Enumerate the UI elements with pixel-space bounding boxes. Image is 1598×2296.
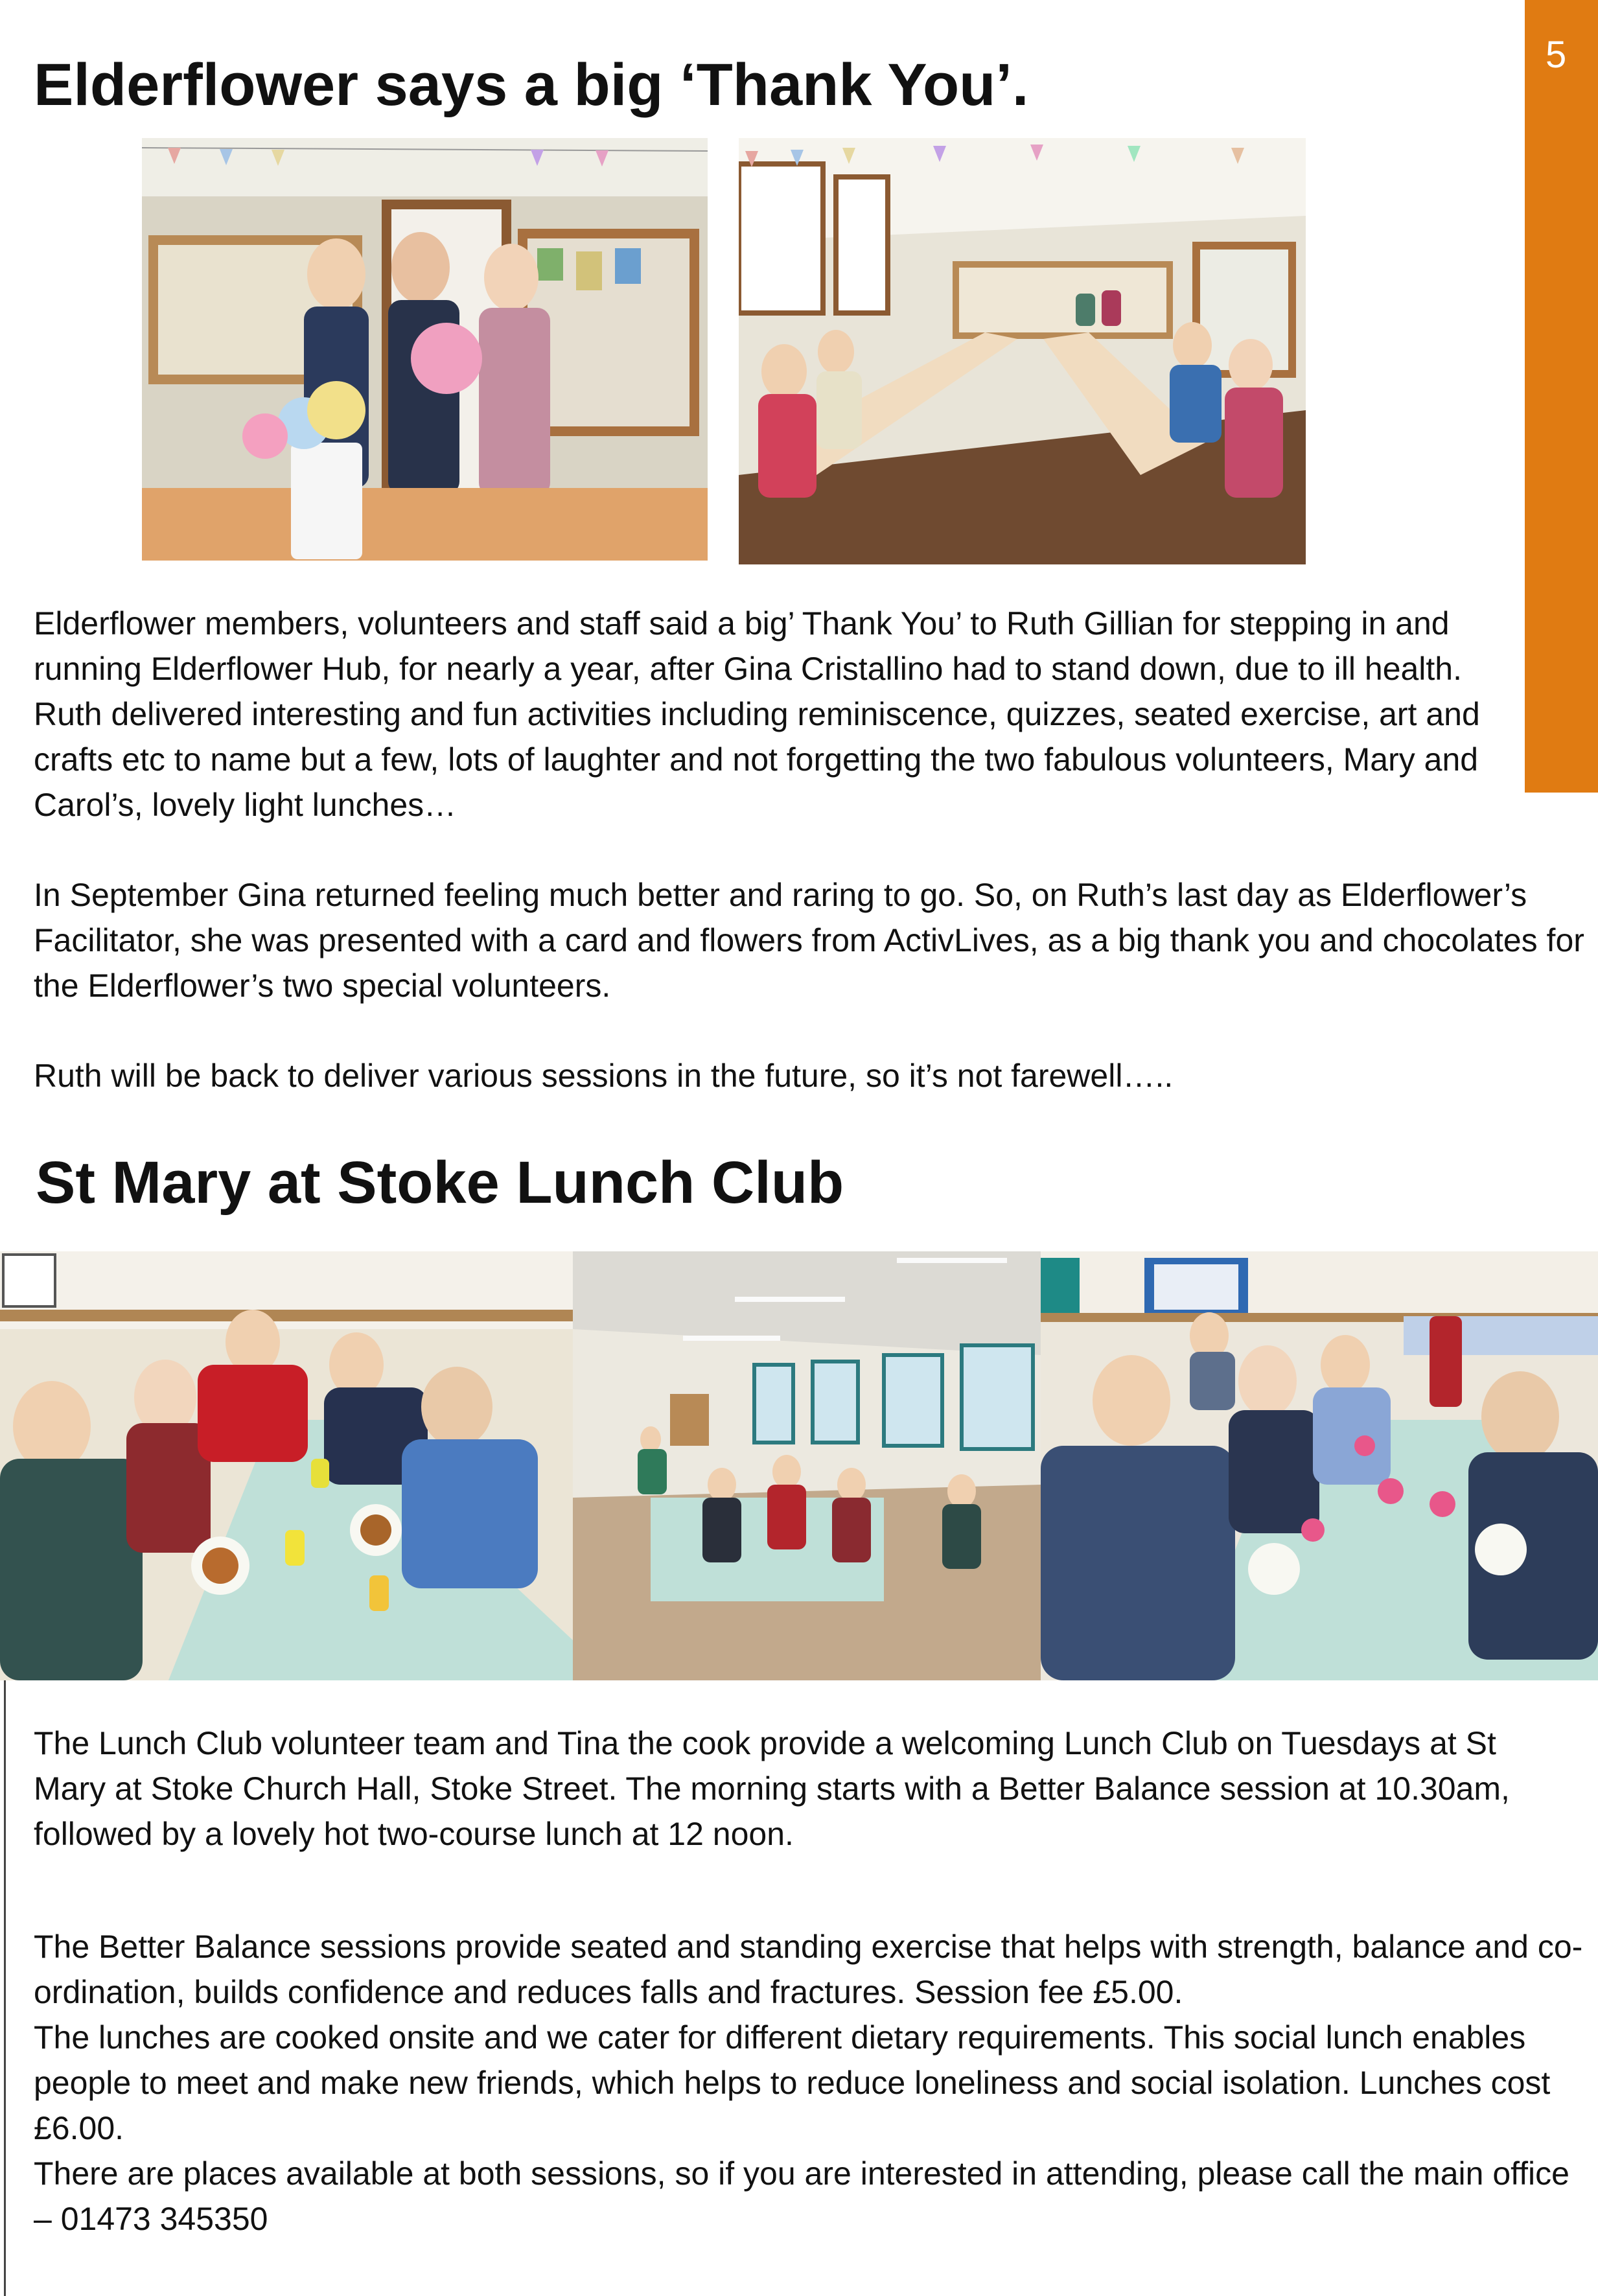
- photo-diners-smiling: [1041, 1251, 1598, 1680]
- thank-you-paragraph-3: Ruth will be back to deliver various sessions in the future, so it’s not farewell…..: [34, 1058, 1174, 1094]
- lunch-club-paragraph-4: There are places available at both sessions, so if you are interested in attending, please call the main office – 01473 345350: [34, 2155, 1569, 2237]
- lunch-club-paragraph-2: The Better Balance sessions provide seated and standing exercise that helps with strength, balance and co-ordination, builds confidence and reduces falls and fractures. Session fee £5.00.: [34, 1929, 1583, 2010]
- photo-men-eating-lunch: [0, 1251, 573, 1680]
- orange-sidebar: [1525, 0, 1598, 793]
- lunch-club-heading: St Mary at Stoke Lunch Club: [36, 1150, 844, 1216]
- photo-three-women-with-flowers: [142, 138, 708, 561]
- lunch-club-paragraph-3: The lunches are cooked onsite and we cater for different dietary requirements. This social lunch enables people to meet and make new friends, which helps to reduce loneliness and social isolation. Lunches cost £6.00.: [34, 2019, 1551, 2146]
- lunch-club-paragraph-1: The Lunch Club volunteer team and Tina the cook provide a welcoming Lunch Club on Tuesdays at St Mary at Stoke Church Hall, Stoke Street. The morning starts with a Better Balance session at 10.30am, followed by a lovely hot two-course lunch at 12 noon.: [34, 1725, 1510, 1852]
- photo-group-at-tables: [739, 138, 1306, 564]
- thank-you-paragraph-2: In September Gina returned feeling much better and raring to go. So, on Ruth’s last day as Elderflower’s Facilitator, she was presented with a card and flowers from ActivLives, as a big thank you and chocolates for the Elderflower’s two special volunteers.: [34, 877, 1584, 1004]
- page-number: 5: [1546, 34, 1567, 76]
- photo-church-hall-tables: [573, 1251, 1041, 1680]
- left-rule: [4, 1680, 6, 2296]
- thank-you-paragraph-1: Elderflower members, volunteers and staff said a big’ Thank You’ to Ruth Gillian for stepping in and running Elderflower Hub, for nearly a year, after Gina Cristallino had to stand down, due to ill health. Ruth delivered interesting and fun activities including reminiscence, quizzes, seated exercise, art and crafts etc to name but a few, lots of laughter and not forgetting the two fabulous volunteers, Mary and Carol’s, lovely light lunches…: [34, 605, 1480, 823]
- thank-you-heading: Elderflower says a big ‘Thank You’.: [34, 52, 1029, 118]
